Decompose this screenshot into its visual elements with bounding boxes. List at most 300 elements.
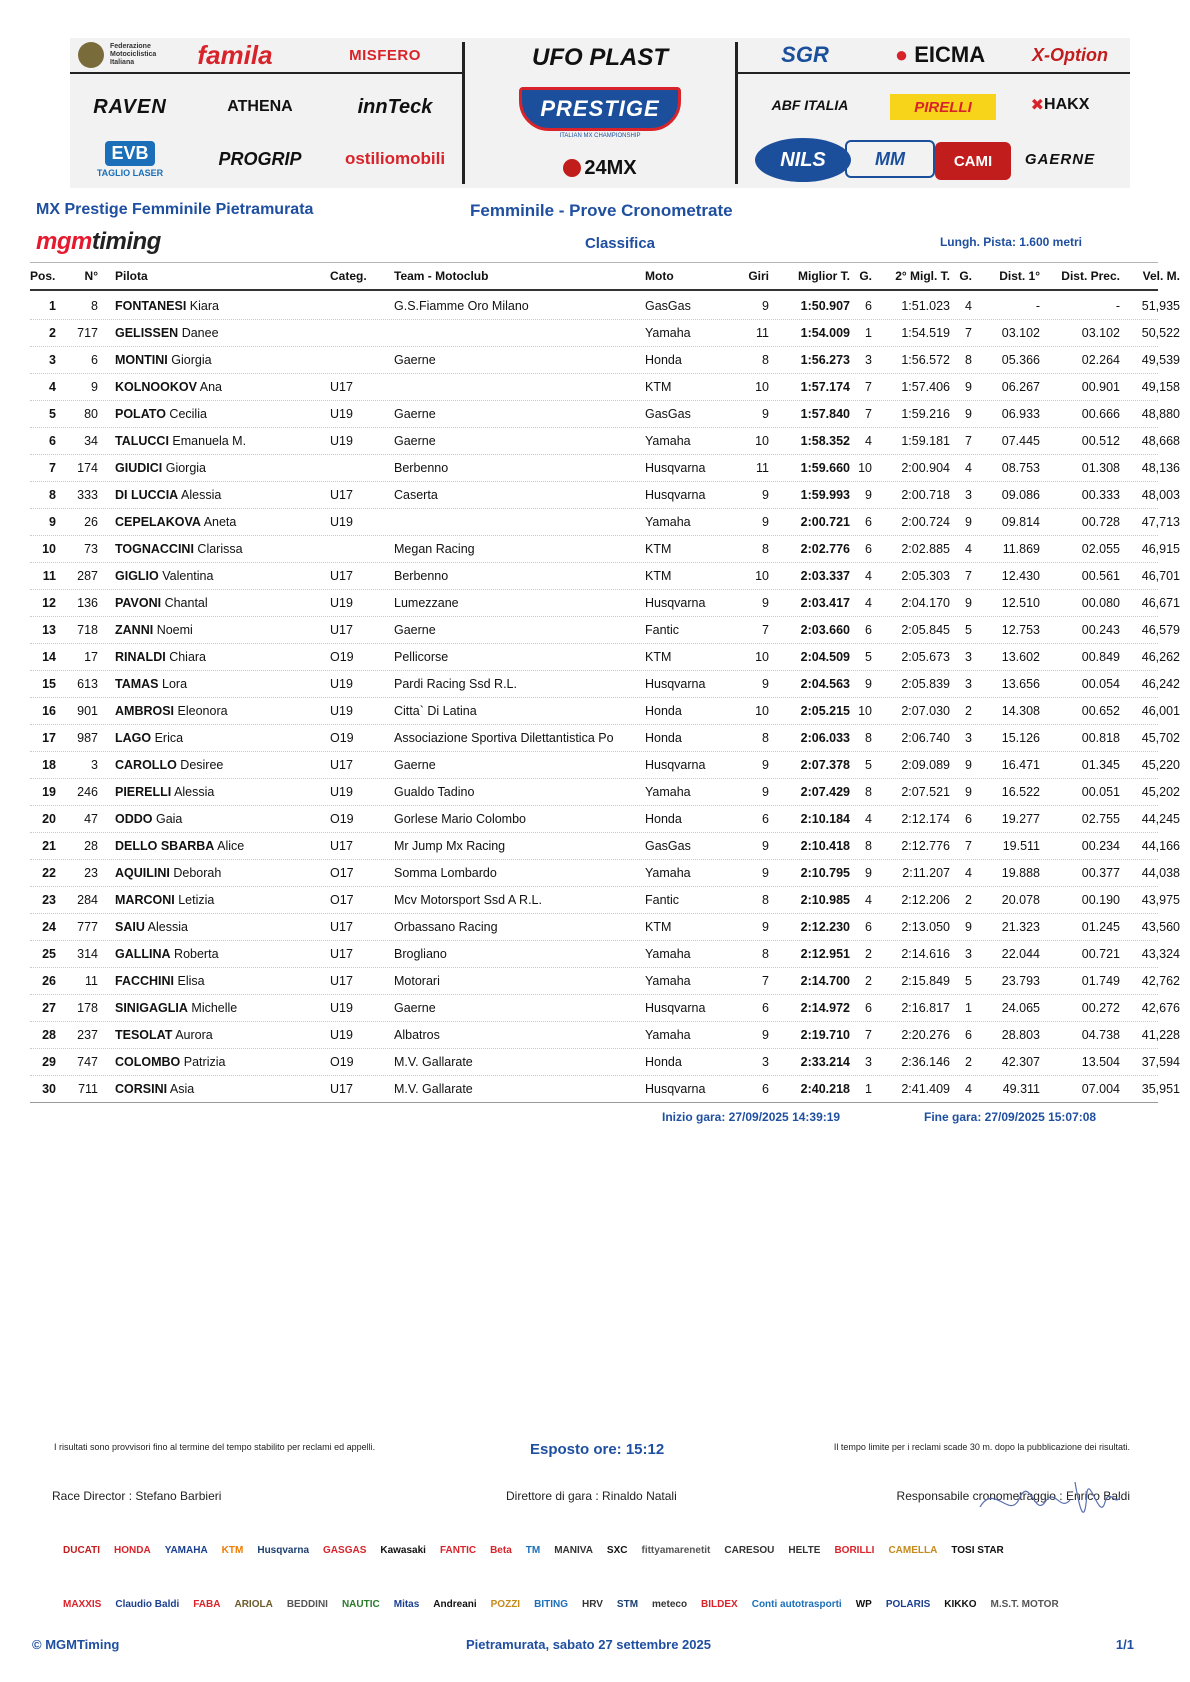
cell-moto: Husqvarna	[645, 461, 706, 475]
sgr-logo: SGR	[781, 42, 829, 67]
cell-g1: 8	[865, 731, 872, 745]
cell-giri: 10	[755, 434, 769, 448]
cell-team: Gaerne	[394, 407, 436, 421]
brand-logo: BEDDINI	[286, 1598, 328, 1610]
cell-g2: 3	[965, 488, 972, 502]
cell-moto: Husqvarna	[645, 488, 706, 502]
cell-moto: Husqvarna	[645, 758, 706, 772]
cell-vel: 45,202	[1141, 785, 1180, 799]
cell-pos: 10	[42, 542, 56, 556]
table-row	[30, 293, 1180, 320]
cell-categ: U19	[330, 407, 353, 421]
cell-moto: Husqvarna	[645, 1082, 706, 1096]
race-end: Fine gara: 27/09/2025 15:07:08	[924, 1110, 1097, 1124]
brand-logo: Andreani	[433, 1598, 477, 1610]
cell-team: Mr Jump Mx Racing	[394, 839, 506, 853]
cell-pilota	[115, 677, 187, 691]
cell-categ: O19	[330, 731, 354, 745]
cell-surname: LAGO	[115, 731, 152, 745]
cell-dist1: 16.471	[1001, 758, 1040, 772]
cell-giri: 9	[762, 1028, 769, 1042]
cell-vel: 48,136	[1141, 461, 1180, 475]
cell-categ: O19	[330, 650, 354, 664]
brand-logo: TOSI STAR	[951, 1544, 1004, 1556]
cell-best: 1:59.660	[800, 461, 850, 475]
cell-best: 1:50.907	[800, 299, 850, 313]
cell-giri: 8	[762, 542, 769, 556]
cell-team: Gorlese Mario Colombo	[394, 812, 526, 826]
cell-giri: 8	[762, 731, 769, 745]
cell-giri: 10	[755, 569, 769, 583]
cell-num: 987	[77, 731, 98, 745]
cell-dist1: 09.814	[1001, 515, 1040, 529]
table-row	[30, 941, 1180, 968]
cell-pos: 29	[42, 1055, 56, 1069]
cell-categ: U19	[330, 785, 353, 799]
brand-logo: BITING	[534, 1598, 568, 1610]
cell-pos: 5	[49, 407, 56, 421]
cell-categ: U19	[330, 515, 353, 529]
brand-logo: DUCATI	[63, 1544, 101, 1556]
brand-logo: POZZI	[490, 1598, 521, 1610]
cell-g2: 3	[965, 731, 972, 745]
cell-name: Desiree	[180, 758, 224, 772]
cell-name: Kiara	[189, 299, 219, 313]
col-dist1: Dist. 1°	[999, 269, 1040, 283]
cell-categ: U17	[330, 947, 353, 961]
cell-giri: 9	[762, 407, 769, 421]
cell-pos: 4	[49, 380, 56, 394]
cell-name: Noemi	[156, 623, 193, 637]
complaint-note: Il tempo limite per i reclami scade 30 m. dopo la pubblicazione dei risultati.	[833, 1442, 1130, 1452]
cell-g1: 8	[865, 839, 872, 853]
table-row	[30, 833, 1180, 860]
cell-num: 136	[77, 596, 98, 610]
cell-giri: 11	[756, 326, 769, 340]
cell-dist1: 13.602	[1001, 650, 1040, 664]
cell-distprec: 00.234	[1081, 839, 1120, 853]
cell-pilota	[115, 623, 193, 637]
cell-vel: 37,594	[1141, 1055, 1180, 1069]
signature-stroke	[980, 1482, 1120, 1512]
athena-logo: ATHENA	[227, 98, 293, 115]
cell-moto: KTM	[645, 569, 672, 583]
cell-second: 2:12.776	[901, 839, 950, 853]
evb-logo: EVB TAGLIO LASER	[96, 142, 164, 178]
cell-second: 2:13.050	[901, 920, 950, 934]
cell-distprec: 00.561	[1081, 569, 1120, 583]
cell-categ: U17	[330, 569, 353, 583]
cell-distprec: 03.102	[1081, 326, 1120, 340]
cell-second: 2:05.839	[901, 677, 950, 691]
cell-dist1: 06.933	[1001, 407, 1040, 421]
cell-second: 2:06.740	[901, 731, 950, 745]
cell-moto: Yamaha	[645, 515, 691, 529]
table-row	[30, 1076, 1180, 1103]
cell-team: Mcv Motorsport Ssd A R.L.	[394, 893, 542, 907]
cell-vel: 46,915	[1141, 542, 1180, 556]
cell-second: 2:12.174	[901, 812, 950, 826]
cell-second: 2:05.845	[901, 623, 950, 637]
cell-num: 178	[77, 1001, 98, 1015]
cell-num: 47	[84, 812, 98, 826]
cell-pilota	[115, 461, 206, 475]
cell-giri: 9	[762, 758, 769, 772]
table-row	[30, 995, 1180, 1022]
table-row	[30, 968, 1180, 995]
cell-g1: 7	[865, 407, 872, 421]
cell-team: G.S.Fiamme Oro Milano	[394, 299, 529, 313]
cell-dist1: 15.126	[1001, 731, 1040, 745]
brand-logo: Claudio Baldi	[115, 1598, 180, 1610]
cell-moto: KTM	[645, 380, 672, 394]
provisional-note: I risultati sono provvisori fino al termine del tempo stabilito per reclami ed appelli.	[54, 1442, 376, 1452]
cell-g2: 1	[965, 1001, 972, 1015]
cell-dist1: 16.522	[1001, 785, 1040, 799]
cell-dist1: 19.888	[1001, 866, 1040, 880]
cell-name: Chantal	[164, 596, 208, 610]
footer-brands-row-1	[60, 1530, 1015, 1570]
cell-best: 2:10.418	[800, 839, 850, 853]
cell-team: Brogliano	[394, 947, 447, 961]
col-g1: G.	[859, 269, 872, 283]
cell-pilota	[115, 1028, 213, 1042]
cell-num: 777	[77, 920, 98, 934]
cell-distprec: 00.512	[1081, 434, 1120, 448]
table-row	[30, 428, 1180, 455]
cell-best: 1:57.840	[800, 407, 850, 421]
cell-second: 1:56.572	[901, 353, 950, 367]
cell-g2: 6	[965, 812, 972, 826]
cell-team: M.V. Gallarate	[394, 1082, 473, 1096]
cell-dist1: 12.430	[1001, 569, 1040, 583]
cell-num: 28	[84, 839, 98, 853]
cell-dist1: 28.803	[1001, 1028, 1040, 1042]
cell-best: 1:58.352	[800, 434, 850, 448]
cell-best: 2:03.417	[800, 596, 850, 610]
cell-team: Gualdo Tadino	[394, 785, 475, 799]
brand-logo: MAXXIS	[63, 1598, 102, 1610]
cell-g1: 10	[858, 704, 872, 718]
footer-brands-row-2	[60, 1584, 1070, 1624]
cell-surname: POLATO	[115, 407, 166, 421]
cell-pilota	[115, 731, 183, 745]
cell-num: 174	[77, 461, 98, 475]
table-row	[30, 320, 1180, 347]
footer-place-date: Pietramurata, sabato 27 settembre 2025	[466, 1637, 711, 1652]
cell-surname: CORSINI	[115, 1082, 168, 1096]
classifica-label: Classifica	[584, 235, 656, 252]
cell-best: 2:14.972	[800, 1001, 850, 1015]
col-moto: Moto	[645, 269, 674, 283]
cell-team: Berbenno	[394, 569, 449, 583]
cell-g1: 6	[865, 299, 872, 313]
table-row	[30, 1022, 1180, 1049]
cell-moto: Honda	[645, 704, 682, 718]
cell-categ: O17	[330, 893, 354, 907]
brand-logo: CAMELLA	[888, 1544, 938, 1556]
cell-g2: 7	[965, 434, 972, 448]
cell-vel: 43,560	[1141, 920, 1180, 934]
cell-pilota	[115, 326, 219, 340]
cell-g1: 5	[865, 650, 872, 664]
cell-name: Deborah	[173, 866, 222, 880]
cell-pilota	[115, 380, 222, 394]
brand-logo: TM	[525, 1544, 541, 1556]
cell-name: Aurora	[175, 1028, 213, 1042]
24mx-emblem-icon	[563, 159, 581, 177]
cell-g2: 5	[965, 974, 972, 988]
results-table	[30, 293, 1180, 1103]
divider	[30, 262, 1158, 263]
gaerne-logo: GAERNE	[1024, 150, 1096, 168]
cell-name: Lora	[162, 677, 188, 691]
cell-dist1: 14.308	[1001, 704, 1040, 718]
cell-dist1: 13.656	[1001, 677, 1040, 691]
cell-pilota	[115, 515, 236, 529]
cell-categ: U17	[330, 380, 353, 394]
cell-g1: 10	[858, 461, 872, 475]
brand-logo: Beta	[490, 1544, 512, 1556]
cell-g1: 8	[865, 785, 872, 799]
brand-logo: ARIOLA	[234, 1598, 273, 1610]
cell-dist1: 42.307	[1001, 1055, 1040, 1069]
cell-giri: 10	[755, 380, 769, 394]
table-row	[30, 725, 1180, 752]
brand-logo: BORILLI	[834, 1544, 875, 1556]
cell-second: 1:51.023	[901, 299, 950, 313]
divider	[735, 72, 1130, 74]
cell-best: 2:10.184	[800, 812, 850, 826]
cell-second: 2:05.303	[901, 569, 950, 583]
cell-surname: DELLO SBARBA	[115, 839, 215, 853]
cell-categ: U19	[330, 677, 353, 691]
cell-categ: U17	[330, 488, 353, 502]
cell-vel: 44,038	[1141, 866, 1180, 880]
cell-name: Roberta	[174, 947, 219, 961]
race-start: Inizio gara: 27/09/2025 14:39:19	[662, 1110, 841, 1124]
cell-g1: 6	[865, 920, 872, 934]
progrip-logo: PROGRIP	[218, 148, 302, 169]
cell-moto: KTM	[645, 650, 672, 664]
cell-distprec: 01.749	[1081, 974, 1120, 988]
cell-categ: U17	[330, 974, 353, 988]
cell-giri: 6	[762, 812, 769, 826]
table-row	[30, 698, 1180, 725]
cell-g2: 9	[965, 515, 972, 529]
cell-second: 2:02.885	[901, 542, 950, 556]
cell-num: 6	[91, 353, 98, 367]
cell-categ: U19	[330, 1001, 353, 1015]
cell-pos: 1	[49, 299, 56, 313]
cell-team: Associazione Sportiva Dilettantistica Po	[394, 731, 614, 745]
cell-best: 1:59.993	[800, 488, 850, 502]
cell-g1: 2	[865, 974, 872, 988]
eicma-logo: ● EICMA	[894, 42, 986, 67]
cell-pos: 19	[42, 785, 56, 799]
cell-distprec: 00.721	[1081, 947, 1120, 961]
cell-name: Giorgia	[165, 461, 207, 475]
cell-dist1: 03.102	[1001, 326, 1040, 340]
brand-logo: meteco	[652, 1598, 688, 1610]
cell-best: 2:05.215	[800, 704, 850, 718]
cell-giri: 11	[756, 461, 769, 475]
cell-team: Motorari	[394, 974, 440, 988]
cell-g2: 2	[965, 1055, 972, 1069]
cell-g2: 5	[965, 623, 972, 637]
cell-best: 2:02.776	[800, 542, 850, 556]
ufo-plast-logo: UFO PLAST	[532, 44, 668, 71]
cell-vel: 46,579	[1141, 623, 1180, 637]
brand-logo: STM	[616, 1598, 639, 1610]
cell-pilota	[115, 893, 214, 907]
brand-logo: fittyamarenetit	[641, 1544, 711, 1556]
cell-pos: 9	[49, 515, 56, 529]
cell-distprec: 01.245	[1081, 920, 1120, 934]
cell-name: Alessia	[147, 920, 188, 934]
col-vel: Vel. M.	[1142, 269, 1180, 283]
cell-categ: U17	[330, 839, 353, 853]
cell-dist1: 08.753	[1001, 461, 1040, 475]
cell-distprec: 00.054	[1081, 677, 1120, 691]
cell-g2: 9	[965, 920, 972, 934]
cell-categ: U17	[330, 920, 353, 934]
cell-moto: Yamaha	[645, 326, 691, 340]
table-row	[30, 617, 1180, 644]
cell-surname: CEPELAKOVA	[115, 515, 201, 529]
cell-vel: 47,713	[1141, 515, 1180, 529]
cell-pilota	[115, 407, 207, 421]
col-distprec: Dist. Prec.	[1061, 269, 1120, 283]
cell-num: 3	[91, 758, 98, 772]
cell-giri: 9	[762, 488, 769, 502]
cell-vel: 44,245	[1141, 812, 1180, 826]
innteck-logo: innTeck	[357, 95, 433, 118]
cell-num: 613	[77, 677, 98, 691]
cell-moto: Yamaha	[645, 1028, 691, 1042]
brand-logo: HONDA	[114, 1544, 151, 1556]
cell-best: 2:33.214	[800, 1055, 850, 1069]
table-row	[30, 536, 1180, 563]
sponsor-panel-center	[465, 38, 735, 188]
cell-pos: 13	[42, 623, 56, 637]
cell-giri: 6	[762, 1082, 769, 1096]
cell-vel: 44,166	[1141, 839, 1180, 853]
cell-g1: 6	[865, 542, 872, 556]
cell-num: 26	[84, 515, 98, 529]
cell-g2: 7	[965, 326, 972, 340]
cell-second: 2:11.207	[902, 866, 950, 880]
cell-g2: 4	[965, 866, 972, 880]
cell-pilota	[115, 569, 213, 583]
table-row	[30, 1049, 1180, 1076]
cell-categ: U17	[330, 623, 353, 637]
x-option-logo: X-Option	[1032, 44, 1108, 65]
brand-logo: KTM	[221, 1544, 244, 1556]
cell-g2: 9	[965, 380, 972, 394]
cell-moto: Fantic	[645, 893, 680, 907]
cell-num: 711	[78, 1082, 98, 1096]
cell-pilota	[115, 758, 223, 772]
cell-second: 2:36.146	[901, 1055, 950, 1069]
cell-team: M.V. Gallarate	[394, 1055, 473, 1069]
cell-second: 2:12.206	[901, 893, 950, 907]
cell-g1: 6	[865, 515, 872, 529]
cell-categ: U19	[330, 1028, 353, 1042]
cell-dist1: 11.869	[1002, 542, 1040, 556]
cell-dist1: 49.311	[1002, 1082, 1040, 1096]
cell-g2: 3	[965, 677, 972, 691]
cell-g1: 3	[865, 353, 872, 367]
cell-num: 284	[77, 893, 98, 907]
table-header	[30, 265, 1180, 287]
cell-categ: O19	[330, 1055, 354, 1069]
cell-distprec: 00.901	[1081, 380, 1120, 394]
cell-vel: 49,539	[1141, 353, 1180, 367]
cell-best: 2:19.710	[800, 1028, 850, 1042]
cell-giri: 8	[762, 947, 769, 961]
cell-team: Lumezzane	[394, 596, 459, 610]
cell-second: 2:14.616	[901, 947, 950, 961]
brand-logo: GASGAS	[323, 1544, 367, 1556]
cell-best: 2:06.033	[800, 731, 850, 745]
cell-giri: 9	[762, 785, 769, 799]
raven-logo: RAVEN	[93, 95, 167, 118]
cell-team: Gaerne	[394, 1001, 436, 1015]
cell-second: 2:07.030	[901, 704, 950, 718]
cell-name: Danee	[181, 326, 219, 340]
cell-name: Alice	[217, 839, 245, 853]
cell-vel: 45,220	[1141, 758, 1180, 772]
cell-g1: 9	[865, 866, 872, 880]
cell-pilota	[115, 1001, 237, 1015]
cell-second: 2:00.718	[901, 488, 950, 502]
cell-dist1: 23.793	[1001, 974, 1040, 988]
col-second: 2° Migl. T.	[895, 269, 950, 283]
ostiliomobili-logo: ostiliomobili	[344, 149, 446, 168]
cell-surname: TESOLAT	[115, 1028, 173, 1042]
table-row	[30, 860, 1180, 887]
cell-vel: 46,262	[1141, 650, 1180, 664]
cell-pilota	[115, 650, 206, 664]
cell-num: 246	[77, 785, 98, 799]
cell-distprec: 13.504	[1081, 1055, 1120, 1069]
cell-dist1: 20.078	[1001, 893, 1040, 907]
cell-g2: 9	[965, 407, 972, 421]
cell-num: 314	[77, 947, 98, 961]
cell-best: 2:04.563	[800, 677, 850, 691]
sponsor-panel-right	[735, 38, 1130, 188]
cell-g1: 7	[865, 380, 872, 394]
table-row	[30, 563, 1180, 590]
cell-second: 1:59.216	[901, 407, 950, 421]
table-row	[30, 509, 1180, 536]
cell-dist1: 12.753	[1001, 623, 1040, 637]
cell-pilota	[115, 812, 182, 826]
cell-surname: TAMAS	[115, 677, 159, 691]
cell-dist1: 19.511	[1002, 839, 1040, 853]
cell-num: 718	[77, 623, 98, 637]
cell-surname: MONTINI	[115, 353, 168, 367]
cell-distprec: -	[1115, 299, 1120, 313]
cell-pos: 17	[42, 731, 56, 745]
cell-categ: O17	[330, 866, 354, 880]
cell-best: 1:54.009	[800, 326, 850, 340]
cell-second: 2:00.904	[901, 461, 950, 475]
cell-categ: U19	[330, 704, 353, 718]
cell-surname: PIERELLI	[115, 785, 172, 799]
cell-surname: GELISSEN	[115, 326, 179, 340]
